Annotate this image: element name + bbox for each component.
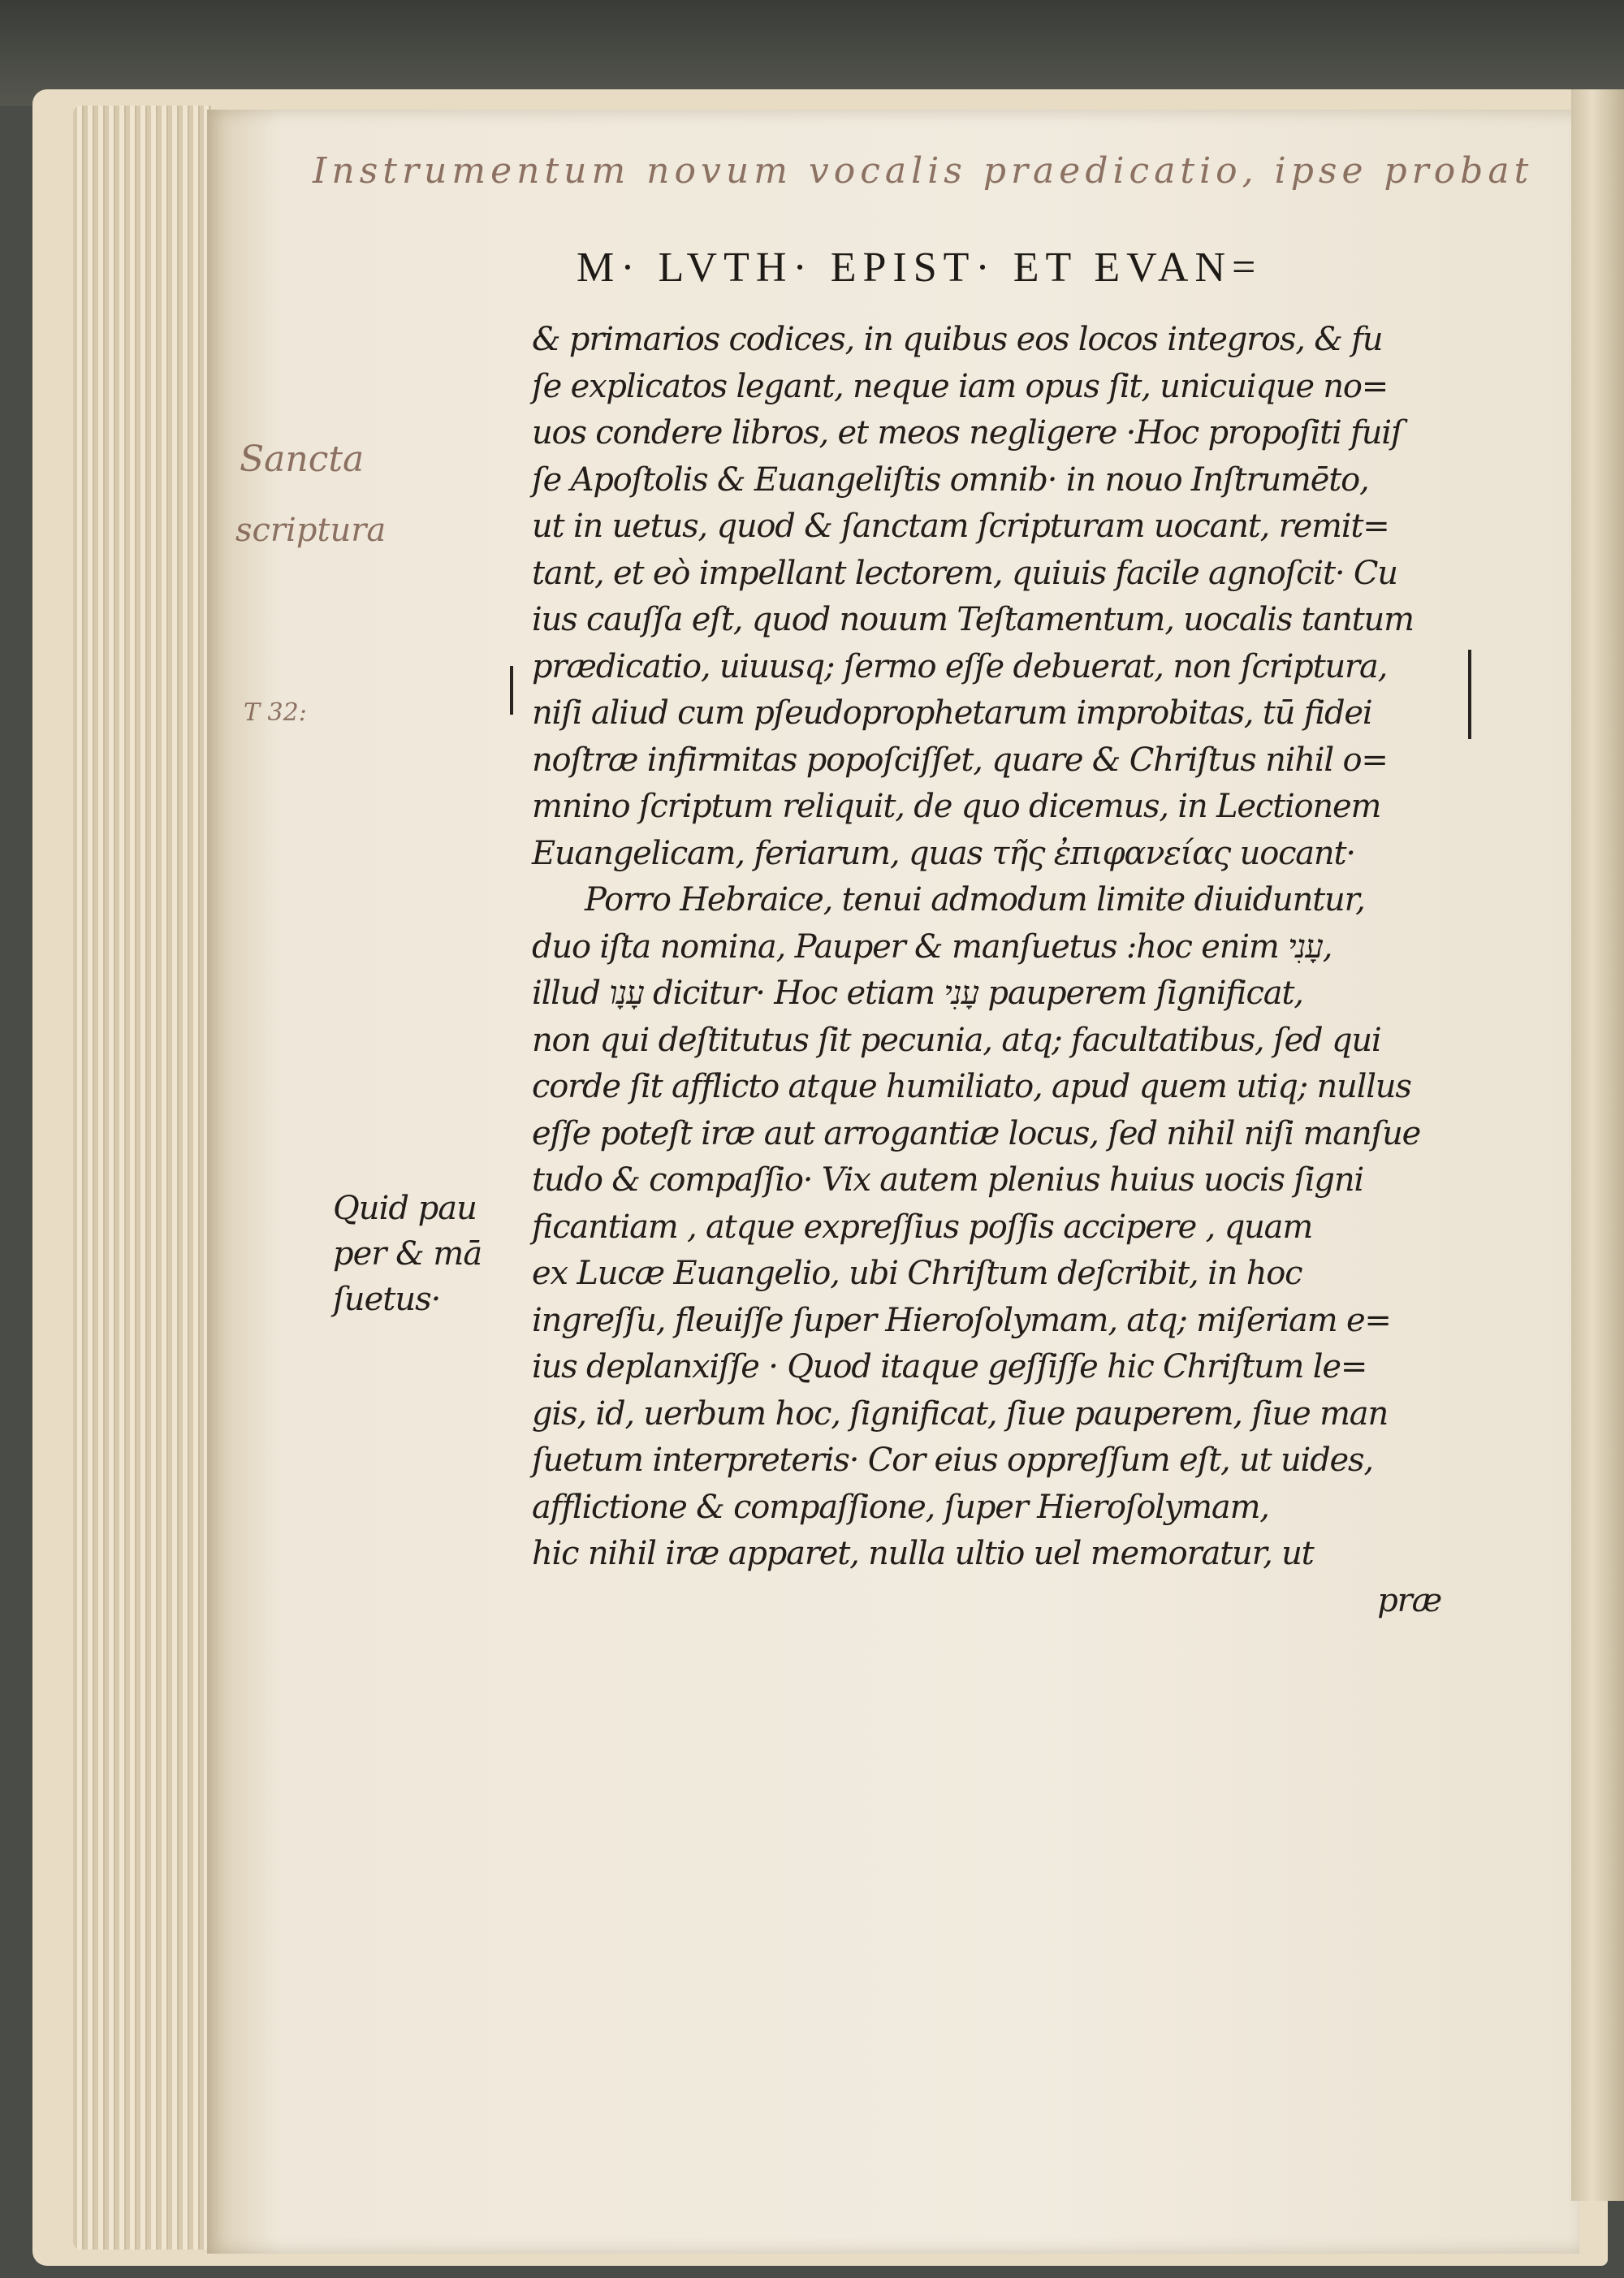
- text-line: mnino ſcriptum reliquit, de quo dicemus, in Lectionem: [532, 788, 1381, 825]
- handwritten-margin-sancta: Sancta: [240, 439, 365, 480]
- text-line: ſuetum interpreteris· Cor eius oppreſſum eſt, ut uides,: [532, 1442, 1373, 1479]
- text-line: prædicatio, uiuusq; ſermo eſſe debuerat, non ſcriptura,: [532, 647, 1388, 685]
- text-line: Euangelicam, feriarum, quas τῆς ἐπιφανείας uocant·: [532, 834, 1355, 872]
- text-line: niſi aliud cum pſeudoprophetarum improbitas, tū fidei: [532, 694, 1372, 732]
- running-head: M· LVTH· EPIST· ET EVAN=: [577, 244, 1263, 291]
- facing-page-edge: [1571, 89, 1624, 2201]
- handwritten-margin-scriptura: scriptura: [235, 512, 387, 549]
- text-line: tant, et eò impellant lectorem, quiuis facile agnoſcit· Cu: [532, 554, 1397, 592]
- text-line: ut in uetus, quod & ſanctam ſcripturam uocant, remit=: [532, 508, 1389, 545]
- text-line: ſe explicatos legant, neque iam opus ſit, unicuique no=: [532, 367, 1389, 405]
- text-line: illud עָנָו dicitur· Hoc etiam עָנִי pauperem ſignificat,: [532, 975, 1303, 1012]
- catchword: præ: [1377, 1581, 1441, 1619]
- sidenote-line: per & mā: [333, 1235, 482, 1273]
- text-line: ficantiam , atque expreſſius poſſis accipere , quam: [532, 1208, 1313, 1246]
- text-line: ingreſſu, fleuiſſe ſuper Hieroſolymam, atq; miſeriam e=: [532, 1301, 1391, 1339]
- text-line: eſſe poteſt iræ aut arrogantiæ locus, ſed nihil niſi manſue: [532, 1114, 1421, 1152]
- sidenote-line: ſuetus·: [333, 1281, 441, 1318]
- text-line: uos condere libros, et meos negligere ·Hoc propoſiti fuiſ: [532, 414, 1402, 452]
- text-line: gis, id, uerbum hoc, ſignificat, ſiue pauperem, ſiue man: [532, 1394, 1389, 1433]
- text-line: afflictione & compaſſione, ſuper Hieroſolymam,: [532, 1488, 1269, 1526]
- text-line: duo iſta nomina, Pauper & manſuetus :hoc enim עָנִי,: [532, 927, 1332, 966]
- text-line: non qui deſtitutus ſit pecunia, atq; facultatibus, ſed qui: [532, 1021, 1381, 1059]
- text-line: ius cauſſa eſt, quod nouum Teſtamentum, uocalis tantum: [532, 601, 1414, 638]
- body-text: [532, 317, 1466, 1624]
- text-line: noſtræ infirmitas popoſciſſet, quare & Chriſtus nihil o=: [532, 741, 1388, 779]
- margin-sidenote: [333, 1186, 482, 1322]
- handwritten-note-top: Instrumentum novum vocalis praedicatio, ipse probat: [313, 150, 1534, 192]
- ink-bracket-right: [1468, 650, 1471, 739]
- text-line: corde ſit afflicto atque humiliato, apud quem utiq; nullus: [532, 1068, 1411, 1105]
- text-line: ſe Apoſtolis & Euangeliſtis omnib· in nouo Inſtrumēto,: [532, 460, 1369, 499]
- text-line: tudo & compaſſio· Vix autem plenius huius uocis ſigni: [532, 1161, 1363, 1199]
- ink-bracket-left: [510, 666, 513, 715]
- text-line: ex Lucæ Euangelio, ubi Chriſtum deſcribit, in hoc: [532, 1255, 1302, 1292]
- text-line: Porro Hebraice, tenui admodum limite diuiduntur,: [585, 881, 1365, 919]
- text-line: hic nihil iræ apparet, nulla ultio uel memoratur, ut: [532, 1535, 1314, 1572]
- text-line: ius deplanxiſſe · Quod itaque geſſiſſe hic Chriſtum le=: [532, 1348, 1367, 1385]
- text-line: & primarios codices, in quibus eos locos integros, & fu: [532, 321, 1383, 358]
- handwritten-margin-reference: T 32:: [244, 698, 307, 727]
- sidenote-line: Quid pau: [333, 1190, 477, 1227]
- page-edges: [73, 106, 211, 2250]
